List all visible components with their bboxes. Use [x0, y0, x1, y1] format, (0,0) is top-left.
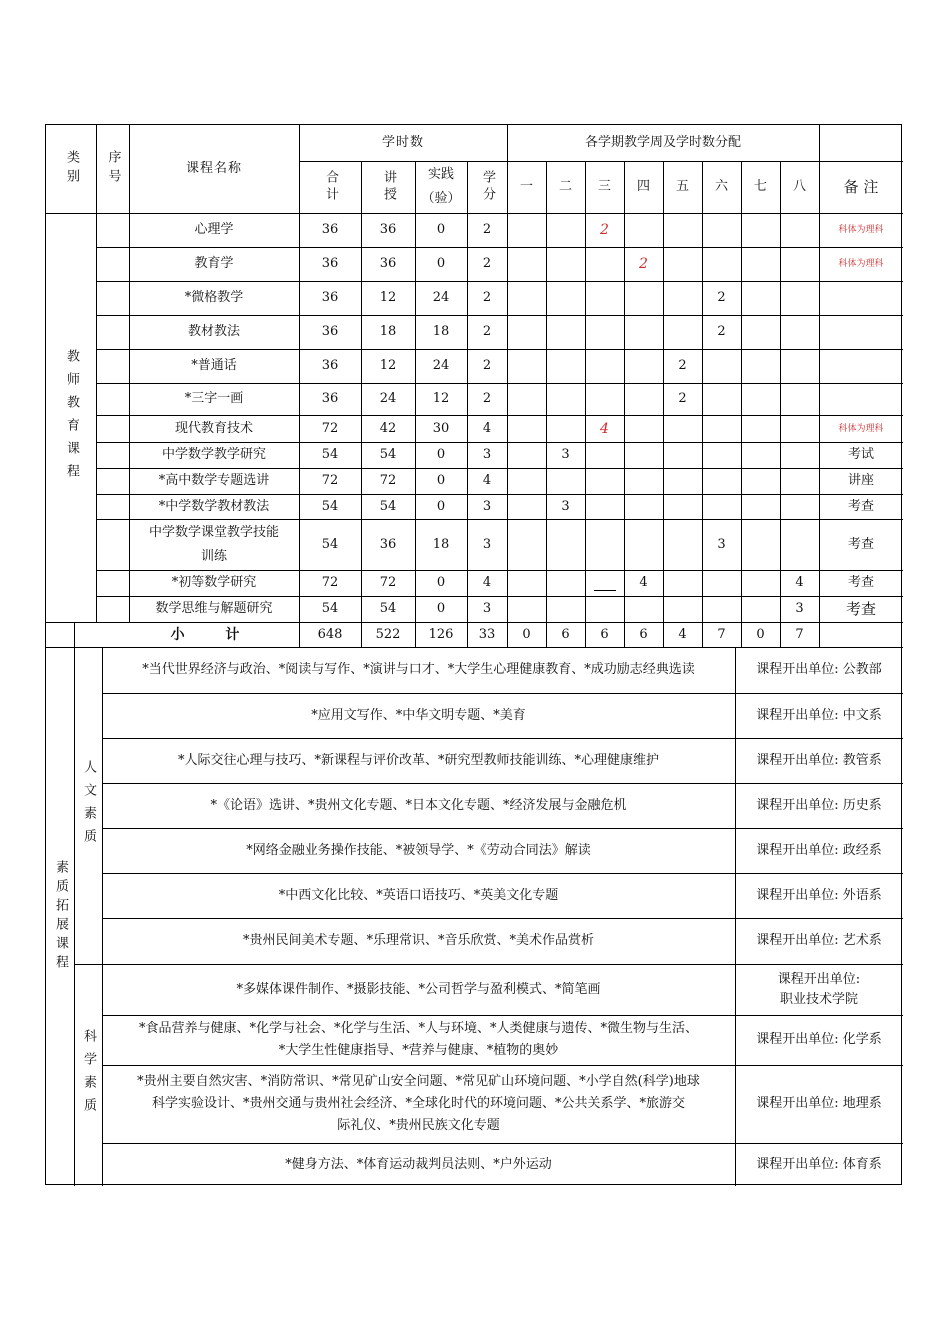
teacher-education-label: 教师教育课程: [64, 348, 79, 487]
remark: 讲座: [847, 473, 874, 488]
lecture-hours: 36: [379, 222, 397, 237]
grid-line: [741, 213, 742, 647]
total-hours: 36: [321, 222, 339, 237]
subtotal-semester-5: 4: [678, 626, 687, 642]
credits: 3: [482, 498, 492, 514]
credits: 2: [482, 256, 492, 271]
subtotal-lecture: 522: [375, 626, 401, 642]
semester-header-2: 二: [558, 179, 572, 194]
humanities-courses: *当代世界经济与政治、*阅读与写作、*演讲与口才、*大学生心理健康教育、*成功励志经典选读: [142, 662, 695, 677]
blank-mark: [585, 570, 624, 596]
science-label: 科学素质: [81, 1029, 96, 1121]
subtotal-practice: 126: [428, 626, 454, 642]
subtotal-credit: 33: [478, 626, 496, 642]
practice-hours: 24: [432, 290, 450, 305]
grid-line: [663, 213, 664, 647]
course-name-header: 课程名称: [185, 161, 242, 176]
offering-unit: 课程开出单位: 公教部: [756, 662, 882, 677]
subtotal-semester-2: 6: [561, 626, 570, 642]
practice-hours: 18: [432, 536, 450, 552]
grid-line: [702, 213, 703, 647]
quality-expansion-label: 素质拓展课程: [53, 859, 68, 974]
practice-hours: 0: [436, 447, 446, 462]
semester-hours-4: 4: [639, 575, 648, 590]
course-name: 教育学: [194, 256, 234, 271]
credits: 3: [482, 536, 492, 552]
science-courses-line: *食品营养与健康、*化学与社会、*化学与生活、*人与环境、*人类健康与遗传、*微生物与生活、: [138, 1021, 698, 1036]
semester-hours-5: 2: [678, 358, 687, 373]
offering-unit: 课程开出单位: 地理系: [756, 1096, 882, 1111]
course-name: *三字一画: [184, 391, 244, 406]
offering-unit: [735, 964, 903, 1015]
total-hours: 72: [321, 575, 339, 590]
science-courses: *健身方法、*体育运动裁判员法则、*户外运动: [285, 1156, 552, 1172]
subtotal-semester-3: 6: [600, 626, 609, 642]
course-name: 教材教法: [187, 324, 240, 339]
lecture-hours: 72: [379, 473, 397, 488]
science-courses: [102, 1065, 735, 1143]
semester-hours-8: 4: [795, 575, 804, 590]
semester-hours-3: 4: [600, 420, 609, 437]
remark: 考查: [847, 498, 874, 514]
course-name-line: 训练: [200, 548, 227, 564]
subtotal-semester-6: 7: [717, 626, 726, 642]
credits: 2: [482, 324, 492, 339]
offering-unit-line: 课程开出单位:: [777, 971, 861, 987]
course-name: [129, 519, 299, 570]
grid-line: [96, 213, 97, 622]
offering-unit: 课程开出单位: 历史系: [756, 797, 882, 813]
blank-underline: [594, 590, 616, 591]
humanities-courses: *中西文化比较、*英语口语技巧、*英美文化专题: [278, 887, 559, 903]
semester-hours-4: 2: [639, 256, 648, 272]
lecture-hours: 54: [379, 447, 397, 462]
grid-line: [546, 213, 547, 647]
offering-unit: 课程开出单位: 教管系: [756, 752, 882, 768]
credits: 2: [482, 358, 492, 373]
semester-header-4: 四: [636, 179, 650, 194]
lecture-hours: 36: [379, 256, 397, 271]
practice-hours: 0: [436, 256, 446, 271]
practice-header: [415, 161, 467, 213]
course-name-line: 中学数学课堂教学技能: [148, 524, 279, 540]
practice-hours: 18: [432, 324, 450, 339]
science-courses-line: *贵州主要自然灾害、*消防常识、*常见矿山安全问题、*常见矿山环境问题、*小学自然(科学)地球: [137, 1074, 700, 1089]
subtotal-semester-8: 7: [795, 626, 804, 642]
remark: 考试: [847, 447, 874, 462]
semester-header-1: 一: [519, 179, 533, 194]
remark: 科体为理科: [838, 259, 884, 269]
subtotal-semester-1: 0: [522, 626, 531, 642]
humanities-label: 人文素质: [81, 759, 96, 852]
lecture-header: 讲授: [381, 170, 396, 204]
lecture-hours: 54: [379, 601, 397, 616]
offering-unit-line: 职业技术学院: [779, 991, 858, 1007]
semester-dist-header: 各学期教学周及学时数分配: [584, 135, 741, 150]
grid-line: [74, 622, 75, 647]
semester-hours-2: 3: [561, 498, 570, 514]
remark-header: 备 注: [843, 178, 879, 196]
credits: 3: [482, 447, 492, 462]
subtotal-semester-7: 0: [756, 626, 765, 642]
total-hours: 36: [321, 324, 339, 339]
credits: 2: [482, 290, 492, 305]
practice-header-line: 实践: [427, 167, 454, 182]
course-name: 心理学: [194, 222, 234, 237]
total-hours: 54: [321, 536, 339, 552]
semester-hours-3: 2: [600, 222, 609, 238]
total-hours: 36: [321, 391, 339, 406]
offering-unit: 课程开出单位: 中文系: [756, 707, 882, 723]
curriculum-table: [45, 124, 902, 1185]
science-courses-line: 科学实验设计、*贵州交通与贵州社会经济、*全球化时代的环境问题、*公共关系学、*旅游交: [151, 1096, 685, 1111]
subtotal-semester-4: 6: [639, 626, 648, 642]
offering-unit: 课程开出单位: 政经系: [756, 842, 882, 858]
subtotal-total: 648: [317, 626, 343, 642]
practice-hours: 0: [436, 498, 446, 514]
course-name: 现代教育技术: [174, 420, 253, 436]
lecture-hours: 42: [379, 420, 397, 436]
practice-header-line: （验）: [421, 191, 461, 206]
semester-header-8: 八: [792, 179, 806, 194]
total-hours: 54: [321, 447, 339, 462]
grid-line: [507, 213, 508, 647]
lecture-hours: 72: [379, 575, 397, 590]
seq-header: 序号: [105, 150, 121, 188]
total-hours: 36: [321, 256, 339, 271]
course-name: 中学数学教学研究: [161, 447, 266, 462]
total-hours: 72: [321, 420, 339, 436]
remark: 考查: [847, 575, 874, 590]
remark: 考查: [847, 536, 874, 552]
remark: 科体为理科: [838, 225, 884, 235]
practice-hours: 0: [436, 575, 446, 590]
lecture-hours: 12: [379, 290, 397, 305]
credit-header: 学分: [480, 170, 495, 204]
total-header: 合计: [323, 170, 338, 204]
semester-header-6: 六: [714, 179, 728, 194]
subtotal-label: 小 计: [170, 626, 258, 643]
science-courses: *多媒体课件制作、*摄影技能、*公司哲学与盈利模式、*简笔画: [236, 981, 601, 997]
total-hours: 36: [321, 290, 339, 305]
course-name: 数学思维与解题研究: [155, 601, 273, 616]
offering-unit: 课程开出单位: 艺术系: [756, 933, 882, 948]
total-hours: 54: [321, 498, 339, 514]
semester-hours-6: 2: [717, 290, 726, 305]
practice-hours: 0: [436, 601, 446, 616]
course-name: *普通话: [191, 358, 237, 373]
credits: 4: [482, 420, 492, 436]
semester-header-7: 七: [753, 179, 767, 194]
practice-hours: 30: [432, 420, 450, 436]
course-name: *中学数学教材教法: [158, 498, 270, 514]
category-header: 类别: [64, 150, 79, 188]
credits: 4: [482, 473, 492, 488]
hours-header: 学时数: [381, 135, 424, 150]
remark: 科体为理科: [838, 423, 884, 434]
semester-hours-5: 2: [678, 391, 687, 406]
offering-unit: 课程开出单位: 化学系: [756, 1032, 882, 1047]
credits: 4: [482, 575, 492, 590]
semester-hours-6: 2: [717, 324, 726, 339]
course-name: *初等数学研究: [171, 575, 257, 590]
humanities-courses: *人际交往心理与技巧、*新课程与评价改革、*研究型教师技能训练、*心理健康维护: [177, 752, 659, 768]
course-name: *高中数学专题选讲: [158, 473, 270, 488]
lecture-hours: 54: [379, 498, 397, 514]
credits: 3: [482, 601, 492, 616]
science-courses-line: *大学生性健康指导、*营养与健康、*植物的奥妙: [278, 1043, 559, 1058]
humanities-courses: *《论语》选讲、*贵州文化专题、*日本文化专题、*经济发展与金融危机: [210, 797, 627, 813]
humanities-courses: *贵州民间美术专题、*乐理常识、*音乐欣赏、*美术作品赏析: [242, 933, 594, 948]
total-hours: 36: [321, 358, 339, 373]
remark: 考查: [845, 600, 876, 618]
humanities-courses: *网络金融业务操作技能、*被领导学、*《劳动合同法》解读: [246, 842, 591, 858]
practice-hours: 24: [432, 358, 450, 373]
offering-unit: 课程开出单位: 体育系: [756, 1156, 882, 1172]
semester-header-3: 三: [597, 179, 611, 194]
semester-header-5: 五: [675, 179, 689, 194]
total-hours: 72: [321, 473, 339, 488]
semester-hours-2: 3: [561, 447, 570, 462]
lecture-hours: 18: [379, 324, 397, 339]
humanities-courses: *应用文写作、*中华文明专题、*美育: [311, 707, 526, 723]
semester-hours-8: 3: [795, 601, 804, 616]
total-hours: 54: [321, 601, 339, 616]
offering-unit: 课程开出单位: 外语系: [756, 887, 882, 903]
lecture-hours: 36: [379, 536, 397, 552]
course-name: *微格教学: [184, 290, 244, 305]
lecture-hours: 24: [379, 391, 397, 406]
practice-hours: 12: [432, 391, 450, 406]
practice-hours: 0: [436, 222, 446, 237]
credits: 2: [482, 391, 492, 406]
semester-hours-6: 3: [717, 536, 726, 552]
credits: 2: [482, 222, 492, 237]
practice-hours: 0: [436, 473, 446, 488]
science-courses-line: 际礼仪、*贵州民族文化专题: [337, 1118, 500, 1133]
lecture-hours: 12: [379, 358, 397, 373]
science-courses: [102, 1015, 735, 1065]
